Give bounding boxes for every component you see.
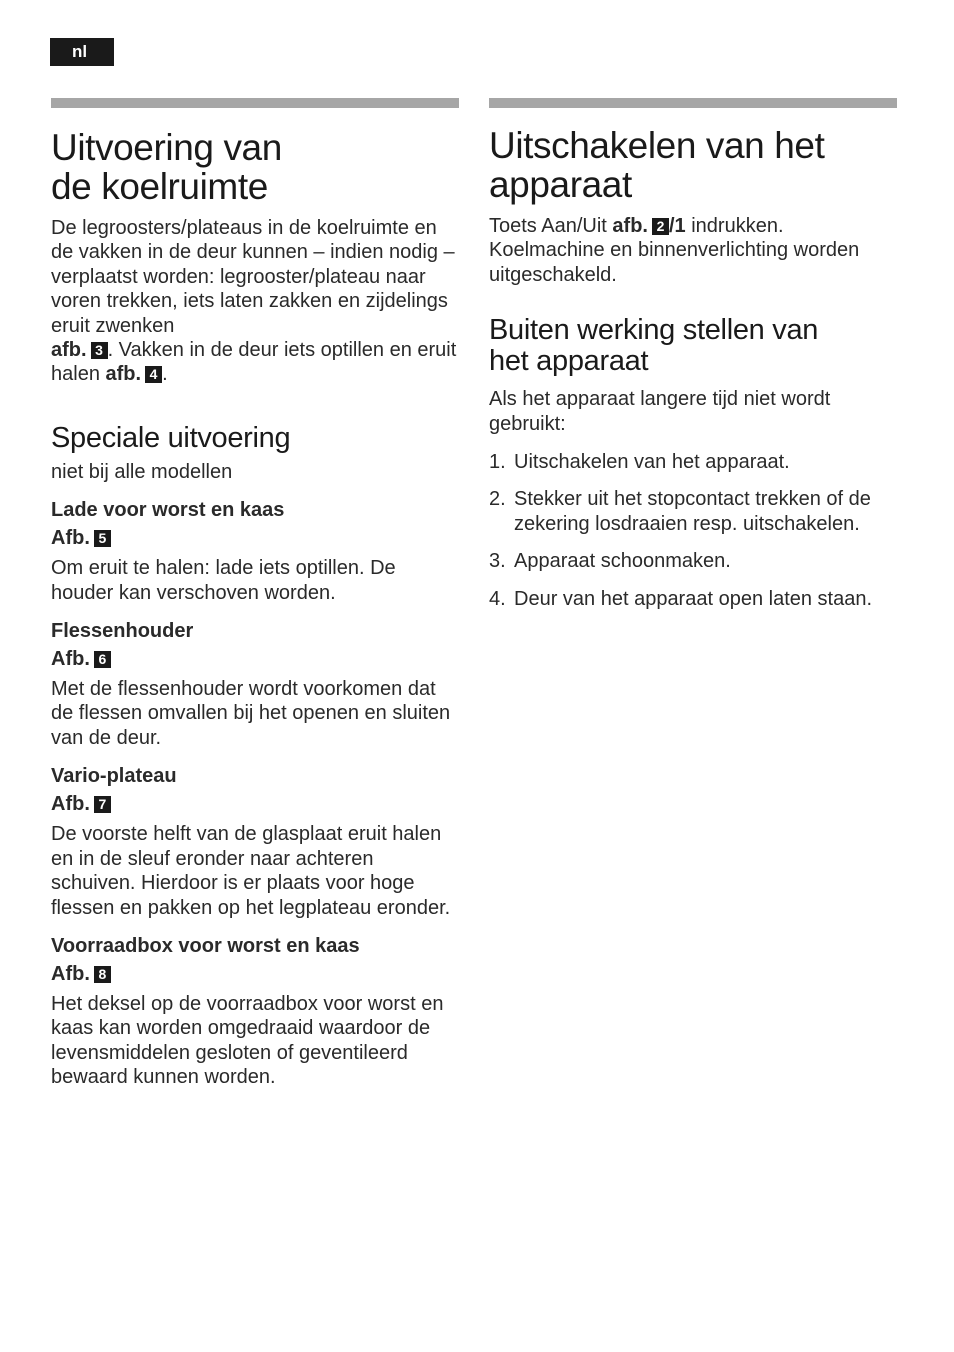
fig-ref-label: Afb. <box>51 962 90 985</box>
fig-ref-label: Afb. <box>51 527 90 550</box>
section-divider <box>489 98 897 108</box>
list-item <box>489 587 899 611</box>
fig-ref-label: afb. <box>51 339 87 362</box>
fig-number-badge: 7 <box>94 796 111 813</box>
special-item <box>51 496 463 605</box>
title-line-1: Uitvoering van <box>51 127 282 168</box>
intro-paragraph <box>51 216 463 387</box>
fig-number-badge: 5 <box>94 530 111 547</box>
out-of-service-title <box>489 315 899 377</box>
switch-off-paragraph <box>489 214 899 287</box>
title-line-2: de koelruimte <box>51 166 268 207</box>
fig-number-badge: 8 <box>94 966 111 983</box>
fig-number-badge: 3 <box>91 342 108 359</box>
special-item <box>51 762 463 920</box>
title-line-1: Uitschakelen van het <box>489 125 825 166</box>
step-number: 1. <box>489 451 506 474</box>
section-title-uitschakelen <box>489 126 899 204</box>
fig-ref-label: afb. <box>105 363 142 386</box>
fig-ref-suffix: /1 <box>668 215 686 237</box>
language-tag: nl <box>50 38 114 66</box>
fig-ref-label: Afb. <box>51 793 90 816</box>
intro-end-text: . <box>162 363 168 386</box>
item-heading: Lade voor worst en kaas <box>51 499 285 522</box>
intro-mid-text: . Vakken in de deur iets optillen en eruit halen <box>51 339 457 386</box>
step-number: 3. <box>489 550 506 573</box>
item-heading: Vario-plateau <box>51 765 177 788</box>
item-text: Het deksel op de voorraadbox voor worst en kaas kan worden omgedraaid waardoor de levensmiddelen gesloten of geventileerd bewaard kunnen worden. <box>51 992 444 1089</box>
item-text: Om eruit te halen: lade iets optillen. De houder kan verschoven worden. <box>51 557 396 604</box>
item-text: Met de flessenhouder wordt voorkomen dat de flessen omvallen bij het openen en sluiten van de deur. <box>51 678 451 749</box>
item-fig-ref <box>51 524 463 552</box>
left-column <box>51 98 463 1090</box>
fig-number-badge: 4 <box>145 366 162 383</box>
list-item <box>489 450 899 474</box>
list-item <box>489 549 899 573</box>
step-number: 2. <box>489 488 506 511</box>
fig-ref-label: Afb. <box>51 648 90 671</box>
list-item <box>489 487 899 536</box>
step-text: Stekker uit het stopcontact trekken of de zekering losdraaien resp. uitschakelen. <box>514 488 871 535</box>
item-fig-ref <box>51 645 463 673</box>
special-item <box>51 617 463 750</box>
special-item <box>51 932 463 1090</box>
special-section-title: Speciale uitvoering <box>51 421 291 454</box>
step-text: Uitschakelen van het apparaat. <box>514 451 790 474</box>
right-column <box>489 98 899 611</box>
item-text: De voorste helft van de glasplaat eruit halen en in de sleuf eronder naar achteren schuiven. Hierdoor is er plaats voor hoge flessen en pakken op het legplateau eronder. <box>51 823 451 919</box>
switch-off-text-end: indrukken. Koelmachine en binnenverlichting worden uitgeschakeld. <box>489 215 860 286</box>
section-title-koelruimte <box>51 128 463 206</box>
section-divider <box>51 98 459 108</box>
fig-number-badge: 6 <box>94 651 111 668</box>
title-line-2: apparaat <box>489 164 632 205</box>
switch-off-text-start: Toets Aan/Uit <box>489 215 607 237</box>
steps-list <box>489 450 899 611</box>
step-text: Apparaat schoonmaken. <box>514 550 731 573</box>
step-number: 4. <box>489 587 506 610</box>
intro-text: De legroosters/plateaus in de koelruimte en de vakken in de deur kunnen – indien nodig – verplaatst worden: legrooster/plateau naar voren trekken, iets laten zakken en zijdelings eruit zwenken <box>51 217 455 337</box>
fig-ref-label: afb. <box>612 215 648 237</box>
special-note: niet bij alle modellen <box>51 460 233 483</box>
fig-number-badge: 2 <box>652 218 669 235</box>
step-text: Deur van het apparaat open laten staan. <box>514 587 873 610</box>
item-heading: Voorraadbox voor worst en kaas <box>51 934 360 957</box>
subtitle-line-1: Buiten werking stellen van <box>489 314 819 347</box>
out-of-service-intro: Als het apparaat langere tijd niet wordt gebruikt: <box>489 388 831 435</box>
subtitle-line-2: het apparaat <box>489 345 649 378</box>
item-fig-ref <box>51 790 463 818</box>
item-fig-ref <box>51 960 463 988</box>
item-heading: Flessenhouder <box>51 620 194 643</box>
